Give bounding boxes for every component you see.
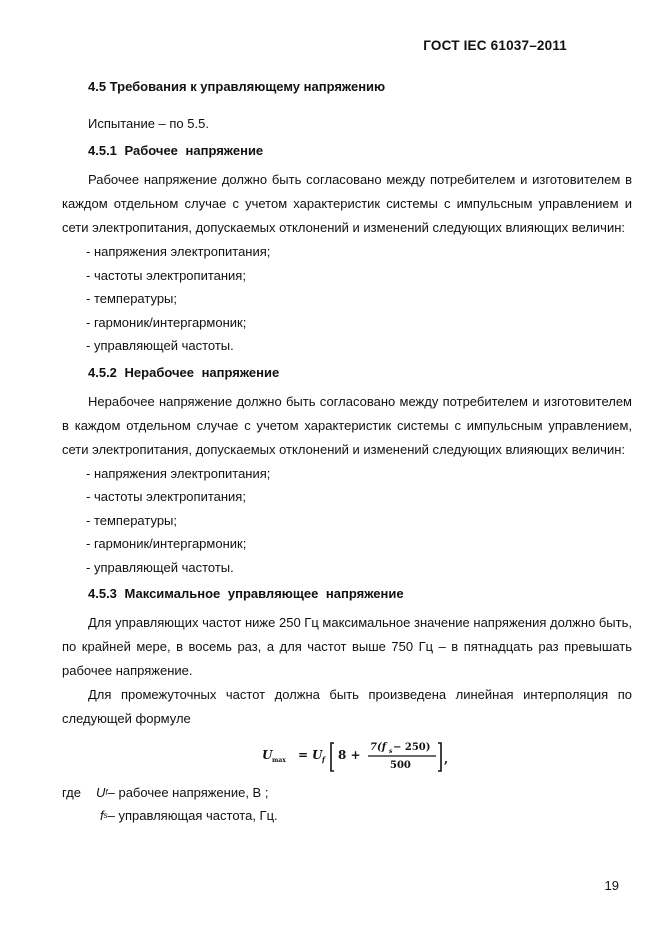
definition-uf (62, 781, 632, 804)
list-item: - частоты электропитания; (86, 264, 632, 288)
list-item: - напряжения электропитания; (86, 462, 632, 486)
section-4-5-3-paragraph-2: Для промежуточных частот должна быть произведена линейная интерполяция по следующей формуле (62, 687, 632, 726)
variable-definitions (62, 781, 632, 827)
section-4-5-title: 4.5 Требования к управляющему напряжению (88, 79, 386, 94)
section-4-5-1-list (62, 240, 632, 358)
formula-lhs-sub: max (272, 757, 286, 764)
formula-bracket-right (438, 743, 441, 771)
formula-uf-sub: f (322, 755, 326, 764)
interpolation-formula (62, 737, 632, 777)
formula-numerator: 7(f (370, 742, 386, 753)
formula-denominator: 500 (390, 760, 411, 771)
list-item: - управляющей частоты. (86, 334, 632, 358)
formula-numerator-tail: − 250) (393, 742, 431, 753)
definition-uf-subscript: f (105, 788, 108, 797)
list-item: - частоты электропитания; (86, 485, 632, 509)
list-item: - гармоник/интергармоник; (86, 311, 632, 335)
section-4-5-3-paragraph-1: Для управляющих частот ниже 250 Гц максимальное значение напряжения должно быть, по крайней мере, в восемь раз, а для частот выше 750 Гц – в пятнадцать раз превышать рабочее напряжение. (62, 615, 632, 678)
definition-uf-text: – рабочее напряжение, В ; (107, 785, 269, 800)
section-4-5-2-paragraph: Нерабочее напряжение должно быть согласовано между потребителем и изготовителем в каждом отдельном случае с учетом характеристик системы с импульсным управлением, сети электропитания, допускаемых отклонений и изменений следующих влияющих величин: (62, 393, 632, 457)
list-item: - управляющей частоты. (86, 556, 632, 580)
formula-eight: 8 + (338, 748, 361, 762)
section-4-5-test-note: Испытание – по 5.5. (88, 116, 209, 131)
list-item: - напряжения электропитания; (86, 240, 632, 264)
definition-fs-text: – управляющая частота, Гц. (107, 808, 278, 823)
formula-lhs: U (262, 748, 273, 762)
formula-equals: = (298, 748, 309, 762)
formula-numerator-sub: s (389, 748, 393, 755)
section-4-5-1-paragraph: Рабочее напряжение должно быть согласовано между потребителем и изготовителем в каждом отдельном случае с учетом характеристик системы с импульсным управлением и сети электропитания, допускаемых отклонений и изменений следующих влияющих величин: (62, 172, 632, 235)
section-4-5-2-list (62, 462, 632, 580)
list-item: - гармоник/интергармоник; (86, 532, 632, 556)
formula-bracket-left (331, 743, 334, 771)
page-content (62, 72, 632, 827)
section-4-5-3-title: 4.5.3 Максимальное управляющее напряжение (88, 586, 404, 601)
page-number: 19 (604, 878, 619, 893)
list-item: - температуры; (86, 287, 632, 311)
definition-fs-symbol: f (100, 808, 104, 823)
list-item: - температуры; (86, 509, 632, 533)
formula-graphic (258, 737, 458, 777)
formula-end-comma: , (444, 752, 449, 766)
definition-uf-symbol: U (96, 785, 106, 800)
formula-uf: U (312, 748, 323, 762)
standard-header: ГОСТ IEC 61037–2011 (423, 38, 567, 53)
definition-fs-subscript: s (103, 811, 108, 820)
section-4-5-1-title: 4.5.1 Рабочее напряжение (88, 143, 264, 158)
definition-fs (62, 804, 632, 827)
section-4-5-2-title: 4.5.2 Нерабочее напряжение (88, 364, 280, 380)
where-label: где (62, 785, 81, 800)
